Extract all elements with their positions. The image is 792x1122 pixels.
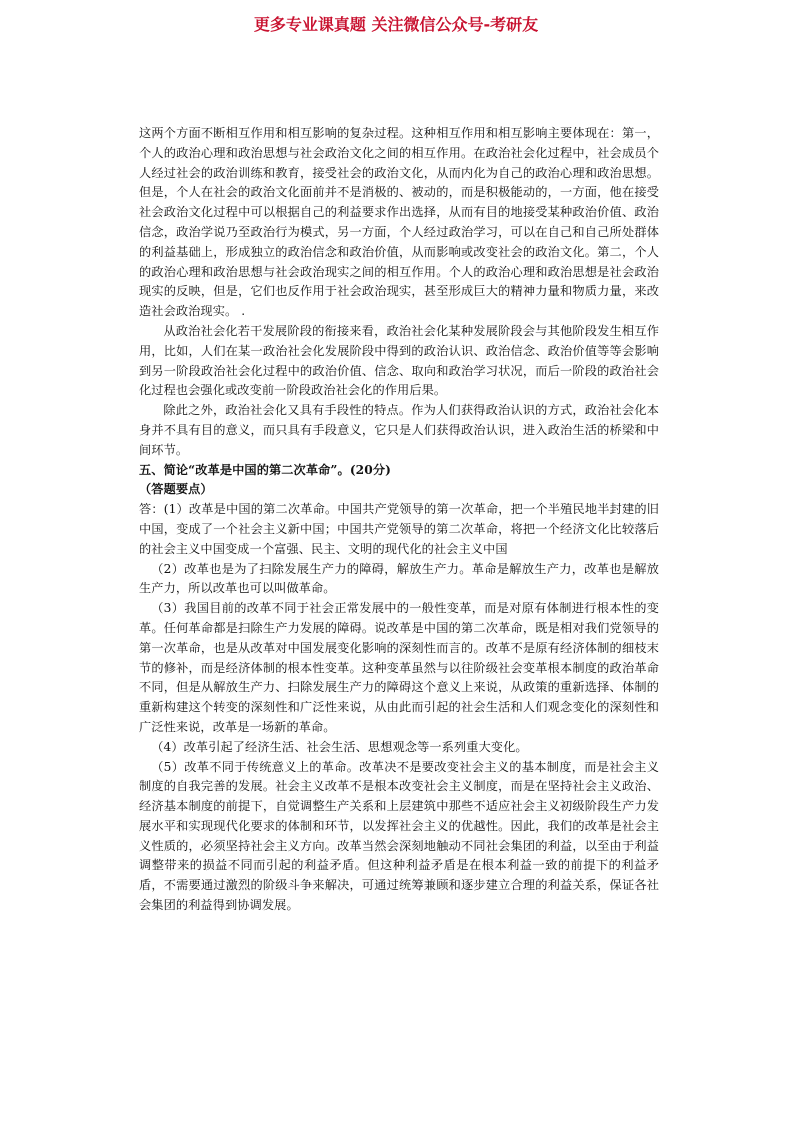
answer-point-2: （2）改革也是为了扫除发展生产力的障碍，解放生产力。革命是解放生产力，改革也是解放生产力，所以改革也可以叫做革命。: [139, 561, 659, 596]
answer-point-4: （4）改革引起了经济生活、社会生活、思想观念等一系列重大变化。: [151, 739, 528, 754]
question-heading: 五、简论“改革是中国的第二次革命”。(20分): [139, 462, 392, 477]
paragraph-stages: 从政治社会化若干发展阶段的衔接来看，政治社会化某种发展阶段会与其他阶段发生相互作用，比如，人们在某一政治社会化发展阶段中得到的政治认识、政治信念、政治价值等等会影响到另一阶段政治社会化过程中的政治价值、信念、取向和政治学习状况，而后一阶段的政治社会化过程也会强化或改变前一阶段政治社会化的作用后果。: [139, 323, 659, 398]
paragraph-interaction: 这两个方面不断相互作用和相互影响的复杂过程。这种相互作用和相互影响主要体现在：第一，个人的政治心理和政治思想与社会政治文化之间的相互作用。在政治社会化过程中，社会成员个人经过社会的政治训练和教育，接受社会的政治文化，从而内化为自己的政治心理和政治思想。但是，个人在社会的政治文化面前并不是消极的、被动的，而是积极能动的，一方面，他在接受社会政治文化过程中可以根据自己的利益要求作出选择，从而有目的地接受某种政治价值、政治信念，政治学说乃至政治行为模式，另一方面，个人经过政治学习，可以在自己和自己所处群体的利益基础上，形成独立的政治信念和政治价值，从而影响或改变社会的政治文化。第二，个人的政治心理和政治思想与社会政治现实之间的相互作用。个人的政治心理和政治思想是社会政治现实的反映，但是，它们也反作用于社会政治现实，甚至形成巨大的精神力量和物质力量，来改造社会政治现实。 .: [139, 126, 659, 319]
answer-point-1: 答：(1）改革是中国的第二次革命。中国共产党领导的第一次革命，把一个半殖民地半封建的旧中国，变成了一个社会主义新中国；中国共产党领导的第二次革命，将把一个经济文化比较落后的社会主义中国变成一个富强、民主、文明的现代化的社会主义中国: [139, 502, 659, 556]
answer-points-label: （答题要点）: [139, 482, 213, 497]
answer-point-3: （3）我国目前的改革不同于社会正常发展中的一般性变革，而是对原有体制进行根本性的变革。任何革命都是扫除生产力发展的障碍。说改革是中国的第二次革命，既是相对我们党领导的第一次革命，也是从改革对中国发展变化影响的深刻性而言的。改革不是原有经济体制的细枝末节的修补，而是经济体制的根本性变革。这种变革虽然与以往阶级社会变革根本制度的政治革命不同，但是从解放生产力、扫除发展生产力的障碍这个意义上来说，从政策的重新选择、体制的重新构建这个转变的深刻性和广泛性来说，从由此而引起的社会生活和人们观念变化的深刻性和广泛性来说，改革是一场新的革命。: [139, 601, 659, 734]
document-body: [139, 124, 659, 916]
page-header-title: 更多专业课真题 关注微信公众号-考研友: [253, 15, 539, 34]
paragraph-means: 除此之外，政治社会化又具有手段性的特点。作为人们获得政治认识的方式，政治社会化本身并不具有目的意义，而只具有手段意义，它只是人们获得政治认识，进入政治生活的桥梁和中间环节。: [139, 403, 659, 457]
answer-point-5: （5）改革不同于传统意义上的革命。改革决不是要改变社会主义的基本制度，而是社会主义制度的自我完善的发展。社会主义改革不是根本改变社会主义制度，而是在坚持社会主义政治、经济基本制度的前提下，自觉调整生产关系和上层建筑中那些不适应社会主义初级阶段生产力发展水平和实现现代化要求的体制和环节，以发挥社会主义的优越性。因此，我们的改革是社会主义性质的，必须坚持社会主义方向。改革当然会深刻地触动不同社会集团的利益，以至由于利益调整带来的损益不同而引起的利益矛盾。但这种利益矛盾是在根本利益一致的前提下的利益矛盾，不需要通过激烈的阶级斗争来解决，可通过统筹兼顾和逐步建立合理的利益关系，保证各社会集团的利益得到协调发展。: [139, 759, 659, 913]
